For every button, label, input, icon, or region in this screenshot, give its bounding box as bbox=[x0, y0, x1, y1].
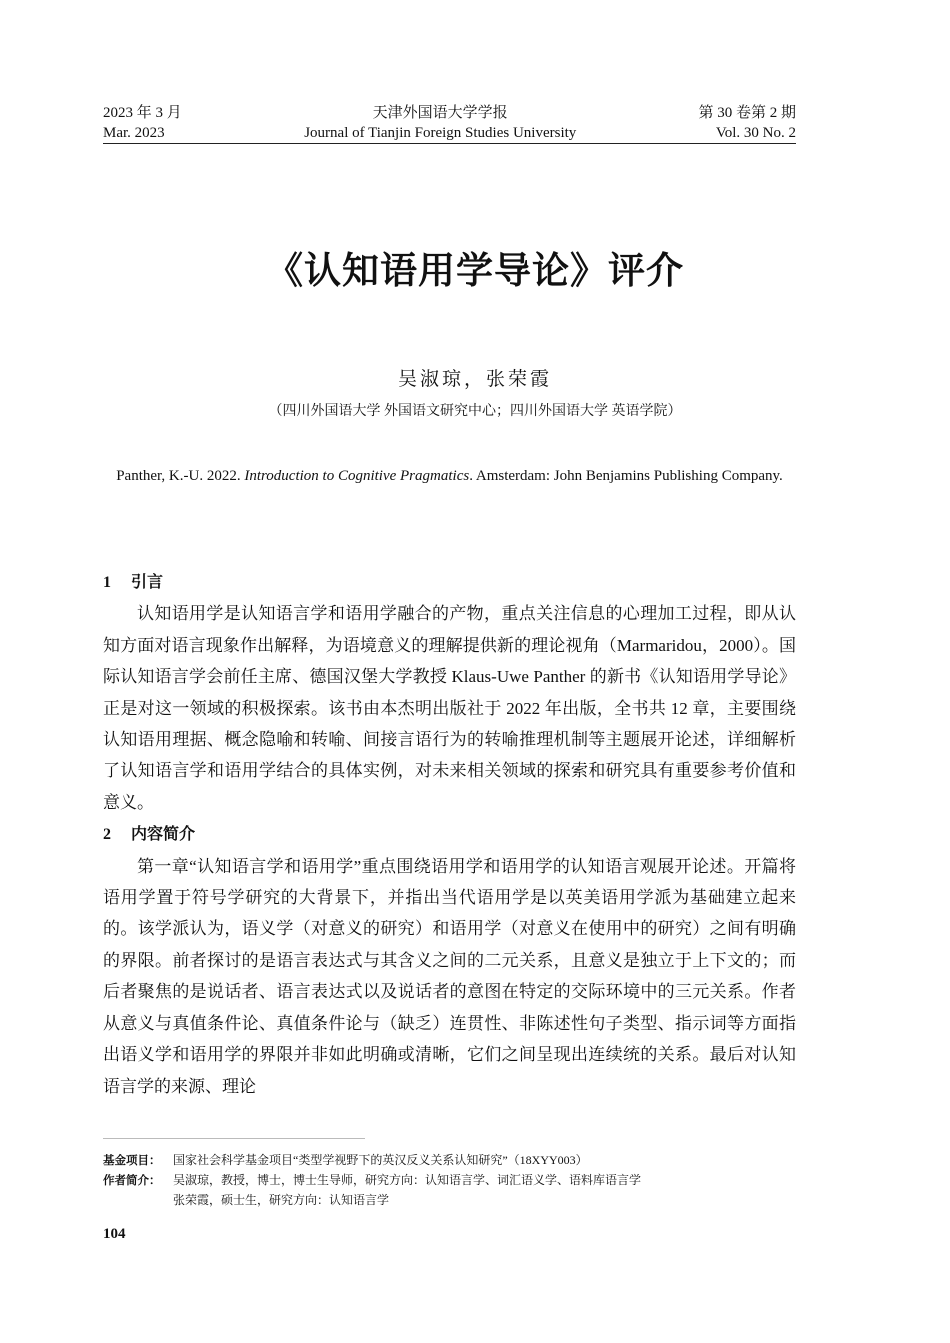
funding-note bbox=[103, 1150, 796, 1170]
reference-prefix: Panther, K.-U. 2022. bbox=[116, 468, 245, 484]
section-title: 引言 bbox=[131, 572, 164, 591]
header-row-cn bbox=[103, 103, 796, 123]
author-note-continued bbox=[103, 1190, 796, 1210]
running-header bbox=[103, 103, 796, 143]
header-volume-en: Vol. 30 No. 2 bbox=[715, 125, 796, 141]
section-heading bbox=[103, 818, 796, 850]
funding-text: 国家社会科学基金项目“类型学视野下的英汉反义关系认知研究”（18XYY003） bbox=[173, 1153, 588, 1167]
reference-book-title: Introduction to Cognitive Pragmatics bbox=[244, 468, 470, 484]
header-journal-en: Journal of Tianjin Foreign Studies University bbox=[304, 125, 577, 141]
section-number: 2 bbox=[103, 826, 111, 844]
section-title: 内容简介 bbox=[131, 824, 196, 844]
header-date-en: Mar. 2023 bbox=[103, 125, 165, 141]
author-line-1: 吴淑琼，教授，博士，博士生导师，研究方向：认知语言学、词汇语义学、语料库语言学 bbox=[173, 1173, 642, 1187]
author-line-2: 张荣霞，硕士生，研究方向：认知语言学 bbox=[173, 1193, 390, 1207]
reference-suffix: . Amsterdam: John Benjamins Publishing Company. bbox=[469, 468, 783, 484]
section-heading bbox=[103, 566, 796, 598]
section-paragraph: 第一章“认知语言学和语用学”重点围绕语用学和语用学的认知语言观展开论述。开篇将语用学置于符号学研究的大背景下，并指出当代语用学是以英美语用学派为基础建立起来的。该学派认为，语义学（对意义的研究）和语用学（对意义在使用中的研究）之间有明确的界限。前者探讨的是语言表达式与其含义之间的二元关系，且意义是独立于上下文的；而后者聚焦的是说话者、语言表达式以及说话者的意图在特定的交际环境中的三元关系。作者从意义与真值条件论、真值条件论与（缺乏）连贯性、非陈述性句子类型、指示词等方面指出语义学和语用学的界限并非如此明确或清晰，它们之间呈现出连续统的关系。最后对认知语言学的来源、理论 bbox=[103, 856, 796, 1096]
section-paragraph: 认知语用学是认知语言学和语用学融合的产物，重点关注信息的心理加工过程，即从认知方面对语言现象作出解释，为语境意义的理解提供新的理论视角（Marmaridou，2000）。国际认知语言学会前任主席、德国汉堡大学教授 Klaus-Uwe Panther 的新书《认知语用学导论》正是对这一领域的积极探索。该书由本杰明出版社于 2022 年出版，全书共 12 章，主要围绕认知语用理据、概念隐喻和转喻、间接言语行为的转喻推理机制等主题展开论述，详细解析了认知语言学和语用学结合的具体实例，对未来相关领域的探索和研究具有重要参考价值和意义。 bbox=[103, 604, 796, 812]
header-journal-cn: 天津外国语大学学报 bbox=[372, 105, 508, 121]
funding-label: 基金项目： bbox=[103, 1153, 161, 1167]
header-row-en bbox=[103, 123, 796, 143]
page-number: 104 bbox=[103, 1226, 126, 1242]
header-volume-cn: 第 30 卷第 2 期 bbox=[698, 105, 796, 121]
book-reference bbox=[103, 460, 796, 492]
footnotes bbox=[103, 1150, 796, 1210]
article-body bbox=[103, 566, 796, 1102]
header-rule bbox=[103, 143, 796, 144]
article-authors: 吴淑琼，张荣霞 bbox=[397, 369, 552, 390]
author-label: 作者简介： bbox=[103, 1173, 161, 1187]
author-note bbox=[103, 1170, 796, 1190]
section-number: 1 bbox=[103, 574, 111, 591]
footnote-rule bbox=[103, 1138, 365, 1139]
header-date-cn: 2023 年 3 月 bbox=[103, 105, 182, 121]
article-title: 《认知语用学导论》评介 bbox=[266, 249, 684, 292]
article-affiliation: （四川外国语大学 外国语文研究中心；四川外国语大学 英语学院） bbox=[268, 404, 682, 419]
